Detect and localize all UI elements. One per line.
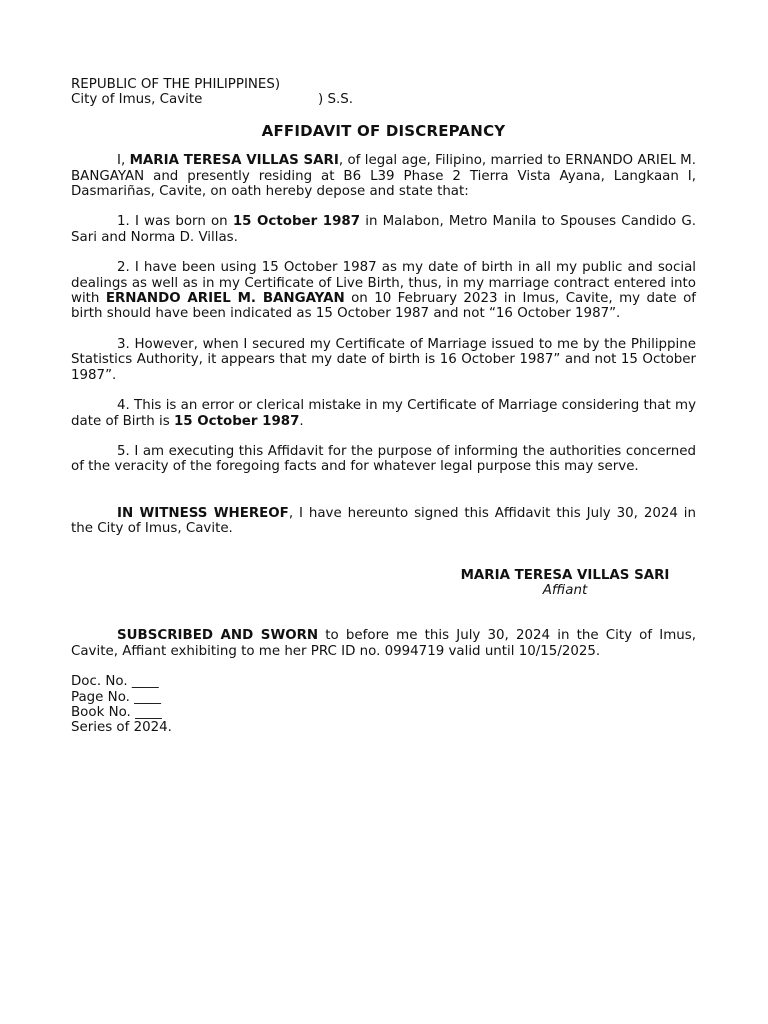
affiant-name-inline: MARIA TERESA VILLAS SARI [129, 153, 339, 169]
paragraph-4 [71, 398, 696, 429]
series: Series of 2024. [71, 720, 172, 736]
document-body [71, 77, 696, 736]
jurat-paragraph [71, 628, 696, 659]
paragraph-2 [71, 260, 696, 322]
witness-rest: , I have hereunto signed this Affidavit this July 30, 2024 in the City of Imus, Cavite. [71, 505, 696, 537]
intro-pre: I, [117, 153, 130, 169]
signature-block [445, 568, 685, 599]
para2-post: on 10 February 2023 in Imus, Cavite, my date of birth should have been indicated as 15 October 1987 and not “16 October 1987”. [71, 291, 696, 322]
document-title: AFFIDAVIT OF DISCREPANCY [261, 121, 506, 140]
jurat-rest: to before me this July 30, 2024 in the City of Imus, Cavite, Affiant exhibiting to me her PRC ID no. 0994719 valid until 10/15/2025. [71, 628, 696, 659]
intro-paragraph [71, 153, 696, 199]
book-no: Book No. ____ [71, 704, 162, 720]
republic-line: REPUBLIC OF THE PHILIPPINES) [71, 77, 281, 92]
ss-text: ) S.S. [318, 92, 353, 108]
paragraph-5: 5. I am executing this Affidavit for the purpose of informing the authorities concerned of the veracity of the foregoing facts and for whatever legal purpose this may serve. [71, 443, 696, 475]
para1-pre: 1. I was born on [117, 214, 233, 230]
para1-post: in Malabon, Metro Manila to Spouses Candido G. Sari and Norma D. Villas. [71, 214, 696, 245]
city-line [71, 92, 696, 107]
signatory-name: MARIA TERESA VILLAS SARI [460, 567, 670, 583]
jurat-lead: SUBSCRIBED AND SWORN [117, 628, 319, 644]
para1-date: 15 October 1987 [232, 214, 361, 230]
city-text: City of Imus, Cavite [71, 92, 203, 108]
paragraph-1 [71, 214, 696, 245]
para4-post: . [299, 413, 304, 429]
doc-no: Doc. No. ____ [71, 674, 159, 690]
para4-pre: 4. This is an error or clerical mistake in my Certificate of Marriage considering that my date of Birth is [71, 398, 696, 429]
notarial-record [71, 674, 696, 736]
intro-post: , of legal age, Filipino, married to ERNANDO ARIEL M. BANGAYAN and presently residing at B6 L39 Phase 2 Tierra Vista Ayana, Langkaan I, Dasmariñas, Cavite, on oath hereby depose and state that: [71, 153, 696, 200]
page-no: Page No. ____ [71, 689, 161, 705]
paragraph-3: 3. However, when I secured my Certificate of Marriage issued to me by the Philippine Statistics Authority, it appears that my date of birth is 16 October 1987” and not 15 October 1987”. [71, 336, 696, 383]
para2-pre: 2. I have been using 15 October 1987 as my date of birth in all my public and social dealings as well as in my Certificate of Live Birth, thus, in my marriage contract entered into with [71, 260, 696, 307]
witness-paragraph [71, 506, 696, 537]
witness-lead: IN WITNESS WHEREOF [117, 505, 289, 521]
signatory-role: Affiant [542, 582, 588, 598]
venue-header [71, 77, 696, 108]
spouse-name-inline: ERNANDO ARIEL M. BANGAYAN [105, 291, 345, 307]
para4-date: 15 October 1987 [173, 413, 300, 429]
